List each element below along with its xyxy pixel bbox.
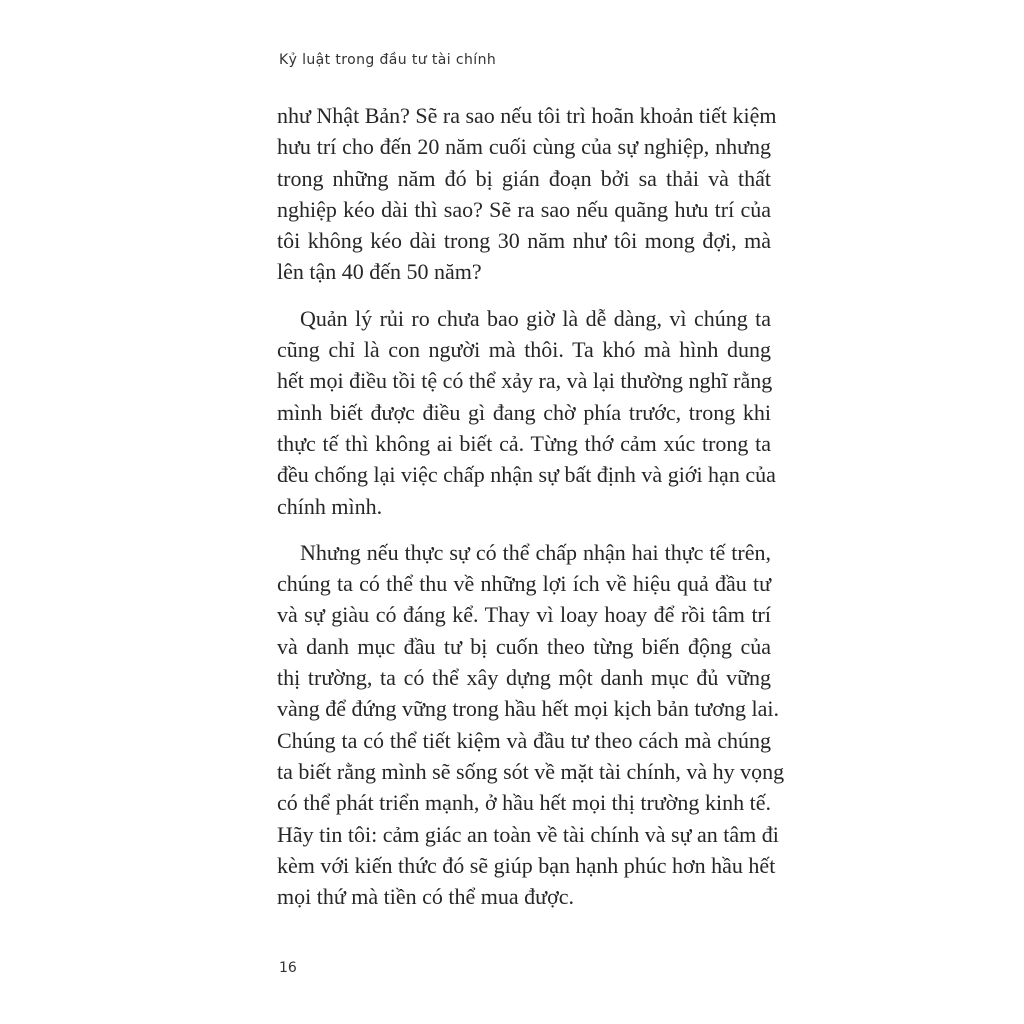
text-line: và danh mục đầu tư bị cuốn theo từng biến động của — [277, 633, 771, 659]
text-line: thị trường, ta có thể xây dựng một danh mục đủ vững — [277, 665, 771, 691]
text-line: ta biết rằng mình sẽ sống sót về mặt tài chính, và hy vọng — [277, 758, 785, 784]
text-line: và sự giàu có đáng kể. Thay vì loay hoay để rồi tâm trí — [277, 602, 771, 628]
body-text — [277, 100, 785, 927]
text-line: nghiệp kéo dài thì sao? Sẽ ra sao nếu quãng hưu trí của — [277, 196, 771, 222]
text-line: đều chống lại việc chấp nhận sự bất định và giới hạn của — [277, 462, 776, 488]
page-number: 16 — [279, 960, 297, 976]
text-line: Chúng ta có thể tiết kiệm và đầu tư theo cách mà chúng — [277, 727, 771, 753]
text-line: trong những năm đó bị gián đoạn bởi sa thải và thất — [277, 165, 771, 191]
text-line: chính mình. — [277, 493, 383, 519]
text-line: chúng ta có thể thu về những lợi ích về hiệu quả đầu tư — [277, 571, 771, 597]
text-line: lên tận 40 đến 50 năm? — [277, 259, 482, 285]
text-line: thực tế thì không ai biết cả. Từng thớ cảm xúc trong ta — [277, 430, 771, 456]
text-line: mình biết được điều gì đang chờ phía trước, trong khi — [277, 399, 771, 425]
text-line: vàng để đứng vững trong hầu hết mọi kịch bản tương lai. — [277, 696, 779, 722]
text-line: có thể phát triển mạnh, ở hầu hết mọi thị trường kinh tế. — [277, 790, 771, 816]
paragraph-2 — [277, 303, 776, 522]
paragraph-3 — [277, 537, 785, 913]
text-line: tôi không kéo dài trong 30 năm như tôi mong đợi, mà — [277, 228, 771, 254]
text-line: hết mọi điều tồi tệ có thể xảy ra, và lại thường nghĩ rằng — [277, 368, 773, 394]
paragraph-1 — [277, 100, 777, 288]
text-line: Nhưng nếu thực sự có thể chấp nhận hai thực tế trên, — [300, 539, 771, 565]
running-header: Kỷ luật trong đầu tư tài chính — [279, 52, 497, 68]
text-line: Quản lý rủi ro chưa bao giờ là dễ dàng, vì chúng ta — [300, 305, 771, 331]
text-line: kèm với kiến thức đó sẽ giúp bạn hạnh phúc hơn hầu hết — [277, 852, 776, 878]
text-line: mọi thứ mà tiền có thể mua được. — [277, 884, 574, 910]
text-line: hưu trí cho đến 20 năm cuối cùng của sự nghiệp, nhưng — [277, 134, 771, 160]
text-line: như Nhật Bản? Sẽ ra sao nếu tôi trì hoãn khoản tiết kiệm — [277, 103, 777, 128]
text-line: Hãy tin tôi: cảm giác an toàn về tài chính và sự an tâm đi — [277, 821, 779, 847]
text-line: cũng chỉ là con người mà thôi. Ta khó mà hình dung — [277, 337, 771, 363]
